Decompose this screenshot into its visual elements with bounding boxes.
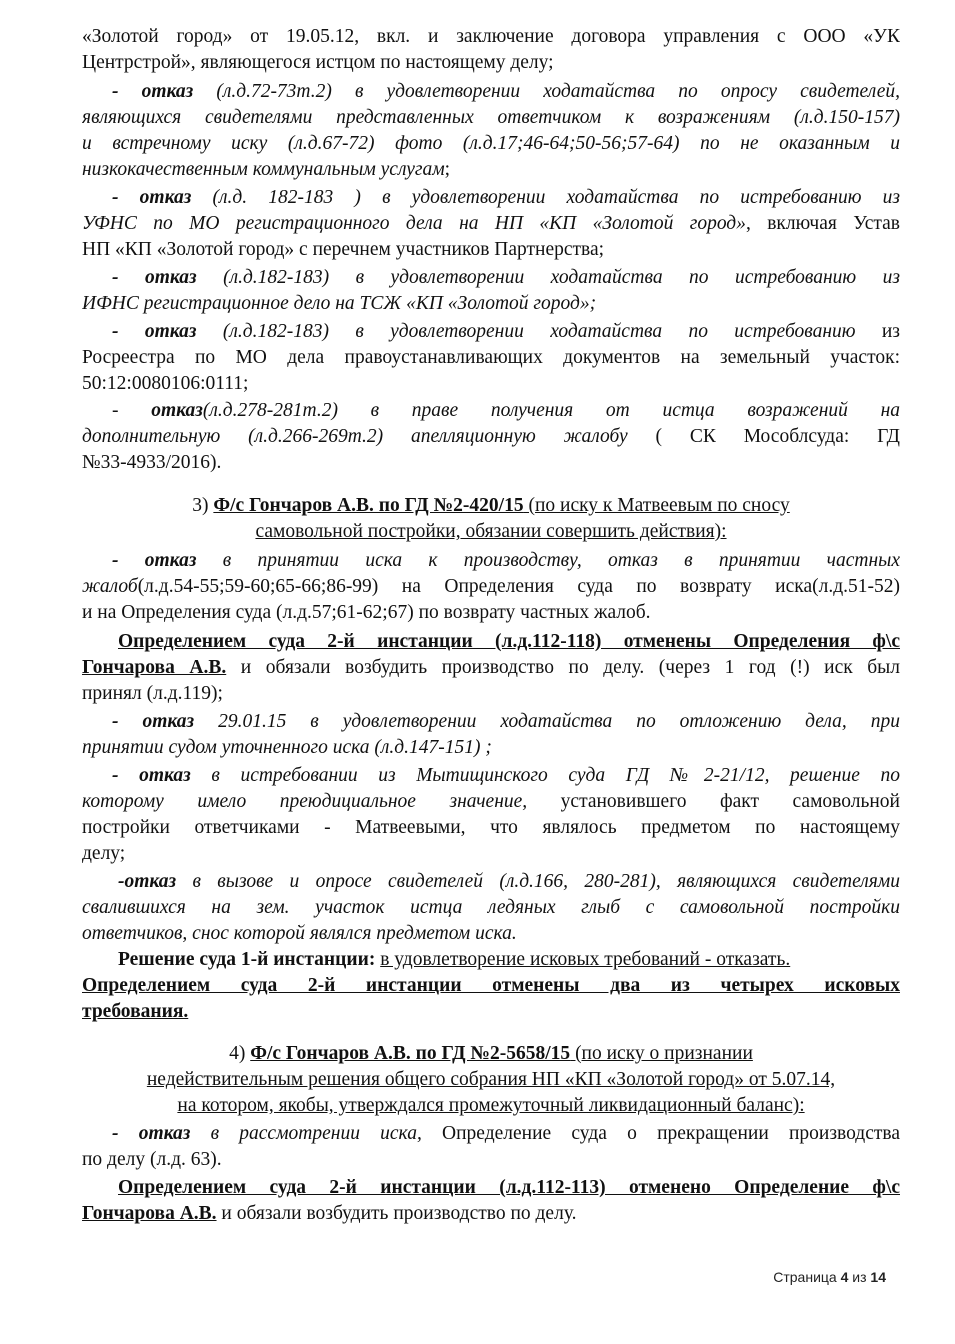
text-run: из [881,321,900,342]
text-run: , включая Устав [745,213,900,234]
text-run: принял (л.д.119); [82,683,223,704]
text-run: и обязали возбудить производство по делу. [216,1203,577,1224]
text-run: - отказ [112,1123,191,1144]
text-run: Центрстрой», являющегося истцом по настоящему делу; [82,52,554,73]
text-line [82,1067,900,1093]
total-pages-number: 14 [870,1269,886,1285]
text-line [82,371,900,397]
text-run: -отказ [118,871,177,892]
text-run: - отказ [112,321,197,342]
text-line [82,1041,900,1067]
text-run: Гончарова А.В. [82,657,227,678]
text-line [82,947,900,973]
text-line [82,398,900,424]
text-run: и на Определения суда (л.д.57;61-62;67) по возврату частных жалоб. [82,602,651,623]
text-run: в удовлетворение исковых требований - отказать. [380,949,791,970]
text-run: 4) [229,1043,251,1064]
text-run: и встречному иску (л.д.67-72) фото (л.д.17;46-64;50-56;57-64) по не оказанным и [82,133,900,154]
text-run: - отказ [112,267,197,288]
text-run: принятии судом уточненного иска (л.д.147-151) ; [82,737,492,758]
text-line [82,973,900,999]
footer-middle: из [848,1269,871,1285]
text-run: - [112,400,152,421]
text-run: - отказ [112,81,194,102]
text-run: Определение суда о прекращении производства [421,1123,900,1144]
text-line [82,841,900,867]
text-run: - отказ [112,550,197,571]
text-run: 3) [192,495,214,516]
text-run: Росреестра по МО дела правоустанавливающих документов на земельный участок: [82,347,900,368]
text-run: ( СК Мособлсуда: ГД [627,426,900,447]
text-run: Решение суда 1-й инстанции: [118,949,376,970]
text-run: Ф/с Гончаров А.В. по ГД №2-5658/15 [250,1043,571,1064]
text-run: - отказ [112,765,191,786]
text-run: свалившихся на зем. участок истца ледяных глыб с самовольной постройки [82,897,900,918]
text-line [82,548,900,574]
text-line [82,1093,900,1119]
text-line [82,1175,900,1201]
text-run: НП «КП «Золотой город» с перечнем участников Партнерства; [82,239,605,260]
text-line [82,999,900,1025]
text-line [82,105,900,131]
text-run: самовольной постройки, обязании совершить действия): [255,521,727,542]
text-run: Ф/с Гончаров А.В. по ГД №2-420/15 [213,495,524,516]
text-run: (по иску о признании [570,1043,753,1064]
text-run: (л.д.278-281т.2) в праве получения от истца возражений на [202,400,900,421]
text-run: установившего факт самовольной [527,791,900,812]
text-line [82,493,900,519]
text-run: - отказ [112,711,195,732]
text-run: (л.д.54-55;59-60;65-66;86-99) на Определения суда по возврату иска(л.д.51-52) [137,576,900,597]
text-run: УФНС по МО регистрационного дела на НП «КП «Золотой город» [82,213,746,234]
text-run: в принятии иска к производству, отказ в принятии частных [196,550,900,571]
text-line [82,921,900,947]
text-run: - отказ [112,187,192,208]
text-run: «Золотой город» от 19.05.12, вкл. и заключение договора управления с ООО «УК [82,26,900,47]
text-line [82,655,900,681]
text-run: Определением суда 2-й инстанции (л.д.112-118) отменены Определения ф\с [118,631,900,652]
footer-prefix: Страница [773,1269,841,1285]
text-run: ИФНС регистрационное дело на ТСЖ «КП «Золотой город»; [82,293,597,314]
text-run: (л.д.72-73т.2) в удовлетворении ходатайства по опросу свидетелей, [193,81,900,102]
text-line [82,1147,900,1173]
text-run: (л.д.182-183) в удовлетворении ходатайства по истребованию из [196,267,900,288]
text-line [82,629,900,655]
text-run: делу; [82,843,126,864]
text-line [82,79,900,105]
text-run: 50:12:0080106:0111; [82,373,249,394]
text-line [82,1121,900,1147]
text-line [82,50,900,76]
text-run: требования. [82,1001,189,1022]
text-run: в вызове и опросе свидетелей (л.д.166, 280-281), являющихся свидетелями [176,871,900,892]
text-line [82,681,900,707]
text-run: ответчиков, снос которой являлся предметом иска. [82,923,517,944]
text-line [82,1201,900,1227]
text-line [82,24,900,50]
text-run: №33-4933/2016). [82,452,222,473]
text-line [82,291,900,317]
text-line [82,424,900,450]
text-line [82,345,900,371]
current-page-number: 4 [840,1269,849,1285]
text-line [82,519,900,545]
text-run: ; [444,159,451,180]
text-line [82,574,900,600]
text-line [82,319,900,345]
text-line [82,131,900,157]
text-run: Определением суда 2-й инстанции (л.д.112-113) отменено Определение ф\с [118,1177,900,1198]
text-run: жалоб [82,576,138,597]
text-run: являющихся свидетелями представленных ответчиком к возражениям (л.д.150-157) [82,107,900,128]
text-run: по делу (л.д. 63). [82,1149,222,1170]
text-run: на котором, якобы, утверждался промежуточный ликвидационный баланс): [177,1095,805,1116]
text-line [82,789,900,815]
text-line [82,157,900,183]
text-line [82,869,900,895]
text-run: постройки ответчиками - Матвеевыми, что являлось предметом по настоящему [82,817,900,838]
text-line [82,763,900,789]
text-run: в рассмотрении иска, [190,1123,422,1144]
text-run: дополнительную (л.д.266-269т.2) апелляционную жалобу [82,426,628,447]
text-run: 29.01.15 в удовлетворении ходатайства по отложению дела, при [194,711,900,732]
page-number-footer [773,1268,886,1286]
text-line [82,265,900,291]
text-run: Определением суда 2-й инстанции отменены два из четырех исковых [82,975,900,996]
text-line [82,709,900,735]
text-run: в истребовании из Мытищинского суда ГД №2-21/12, решение по [190,765,900,786]
text-run: отказ [151,400,203,421]
text-line [82,815,900,841]
text-run: (по иску к Матвеевым по сносу [523,495,790,516]
text-run: Гончарова А.В. [82,1203,217,1224]
text-line [82,237,900,263]
text-run: и обязали возбудить производство по делу. (через 1 год (!) иск был [226,657,900,678]
text-line [82,895,900,921]
text-run: недействительным решения общего собрания НП «КП «Золотой город» от 5.07.14, [146,1069,836,1090]
text-line [82,600,900,626]
text-run: которому имело преюдициальное значение, [82,791,528,812]
text-line [82,450,900,476]
text-line [82,185,900,211]
text-line [82,735,900,761]
text-run: (л.д.182-183) в удовлетворении ходатайства по истребованию [196,321,882,342]
text-run: низкокачественным коммунальным услугам [82,159,445,180]
text-run: (л.д. 182-183 ) в удовлетворении ходатайства по истребованию из [191,187,900,208]
text-line [82,211,900,237]
